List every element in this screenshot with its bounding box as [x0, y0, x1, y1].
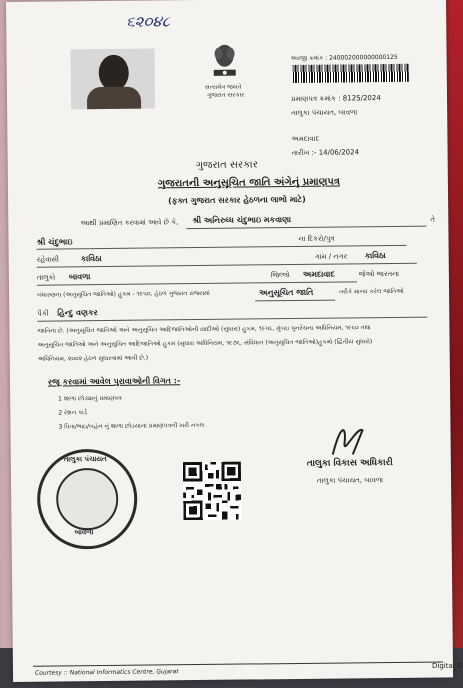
document-item: 3 પિતા/ભાઇ/બહેન નું શાળા છોડયાનાં પ્રમાણપત્રની ખરી નકલ	[58, 421, 205, 431]
certificate-title: ગુજરાતની અનુસૂચિત જાતિ અંગેનું પ્રમાણપત્ર	[157, 176, 341, 190]
national-emblem-icon	[209, 44, 239, 80]
government-heading: ગુજરાત સરકાર	[195, 159, 258, 172]
cert-number: 8125/2024	[342, 94, 381, 103]
religion-label: પૈકી	[37, 309, 49, 318]
state-suffix: જેઓ ભારતના	[358, 269, 400, 279]
officer-office: તાલુકા પંચાયત, બાવળા	[316, 476, 384, 485]
emblem-caption-2: ગુજરાત સરકાર	[206, 91, 245, 99]
issue-date: 14/06/2024	[318, 148, 360, 157]
district-label: જિલ્લો	[270, 271, 290, 280]
seal-top-text: તાલુકા પંચાયત	[63, 454, 107, 464]
taluka-label: તાલુકો	[36, 273, 56, 282]
officer-title: તાલુકા વિકાસ અધિકારી	[306, 457, 393, 469]
barcode	[293, 64, 409, 83]
shri-label: શ્રી	[36, 237, 46, 247]
village-value: કાવિઠા	[364, 251, 386, 261]
officer-signature	[322, 420, 372, 461]
legal-para-1: જાતિના છે. (અનુસૂચિત જાતિઓ અને અનુસૂચિત આદિજાતિઓની યાદીઓ (સુધારા) હુકમ, ૧૯૫૬, મુંબઇ પુનર્રચના અધિનિયમ, ૧૯૬૦ તથા	[37, 324, 371, 335]
te-text: તે	[430, 215, 435, 224]
seal-bottom-text: બાવળા	[74, 528, 94, 537]
constitution-text: બંધારણના (અનુસૂચિત જાતિઓ) હુકમ - ૧૯૫૦, હેઠળ ગુજરાત રાજ્યમાં	[37, 289, 210, 299]
relation-text: ના દિકરો/પુત્ર	[298, 234, 335, 243]
emblem-caption-1: સત્યમેવ જયતે	[204, 83, 242, 91]
caste-type: અનુસૂચિત જાતિ	[259, 287, 314, 298]
resident-value: કાવિઠા	[80, 254, 102, 264]
father-name: ચંદુભાઇ	[48, 237, 73, 247]
caste-name: હિન્દુ વણકર	[57, 308, 98, 318]
applicant-photo	[70, 48, 155, 109]
issuing-office: તાલુકા પંચાયત, બાવળા	[291, 108, 358, 118]
certify-intro: આથી પ્રમાણિત કરવામાં આવે છે કે,	[80, 218, 179, 228]
qr-code	[183, 462, 242, 521]
district-value: અમદાવાદ	[302, 269, 335, 279]
legal-para-3: અધિનિયમ, ૨૦૦૨ હેઠળ સુધારવામાં આવી છે.)	[37, 354, 149, 363]
legal-para-2: અનુસૂચિત જાતિઓ અને અનુસૂચિત આદિજાતિઓ હુકમ (સુધારા અધિનિયમ, ૧૯૭૬, સંવિધાન (અનુસૂચિત જાતિઓ)હુકમો (દ્વિતીય સુધારો)	[37, 338, 373, 349]
application-number: અરજી ક્રમાંક : 240002000000000125	[290, 53, 398, 63]
village-label: ગામ / નગર	[314, 252, 348, 261]
courtesy-footer: Courtesy :: National Informatics Centre, Gujarat	[34, 668, 179, 677]
cert-number-label: પ્રમાણપત્ર ક્રમાંક :	[290, 94, 341, 104]
certificate-subtitle: (ફક્ત ગુજરાત સરકાર હેઠળના લાભો માટે)	[168, 194, 306, 206]
documents-heading: રજૂ કરવામાં આવેલ પુરાવાઓની વિગત :-	[47, 376, 181, 387]
date-label: તારીખ :-	[291, 148, 317, 158]
document-item: 1 શાળા છોડ્યાનું પ્રમાણપત્ર	[58, 394, 122, 403]
issuing-city: અમદાવાદ	[291, 134, 320, 144]
taluka-value: બાવળા	[68, 272, 91, 282]
constitution-suffix: તરીકે માન્ય કરેલ જાતિઓ	[339, 287, 404, 296]
certificate-page	[6, 0, 453, 682]
document-item: 2 રેશન કાર્ડ	[58, 409, 88, 417]
handwritten-number: ૬૨૦૪૮	[126, 12, 171, 31]
digital-footer: Digital G	[432, 662, 463, 670]
person-name: શ્રી અનિરુધ્ધ ચંદુભાઇ મકવાણા	[192, 215, 292, 226]
office-seal	[37, 449, 138, 550]
resident-label: રહેવાસી	[36, 255, 60, 264]
